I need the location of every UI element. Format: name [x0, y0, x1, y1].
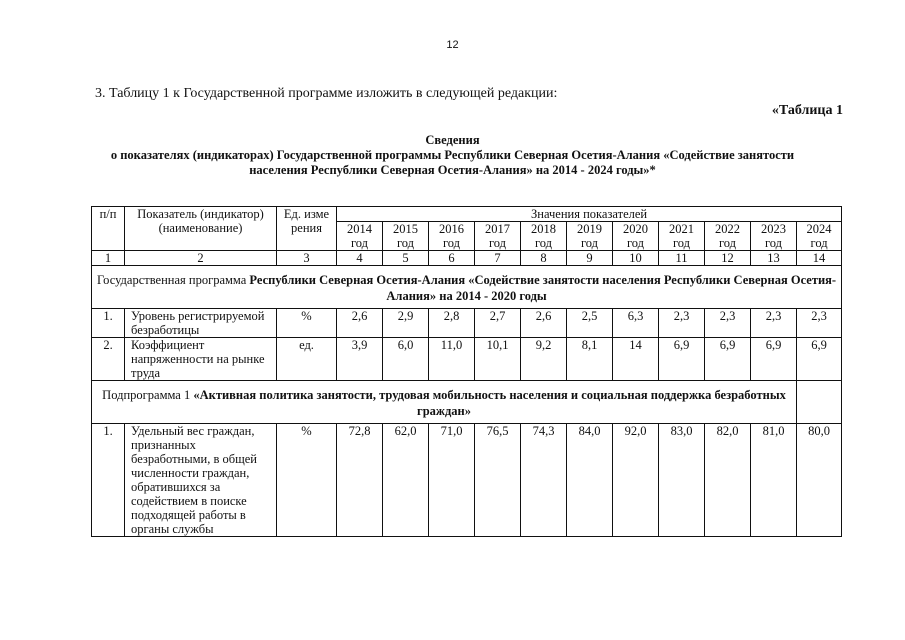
header-year-2021: [659, 222, 705, 251]
column-number: 10: [613, 251, 659, 266]
indicator-value: 92,0: [613, 424, 659, 537]
row-number: 1.: [92, 424, 125, 537]
header-year-2017: [475, 222, 521, 251]
indicator-value: 2,3: [659, 309, 705, 338]
section-subprogram-1: [92, 381, 797, 424]
indicator-value: 83,0: [659, 424, 705, 537]
indicator-value: 8,1: [567, 338, 613, 381]
year-suffix: год: [764, 236, 783, 250]
year-label: 2015: [393, 222, 418, 236]
year-suffix: год: [488, 236, 507, 250]
section-subprogram-1-row: [92, 381, 842, 424]
header-year-2016: [429, 222, 475, 251]
header-year-2022: [705, 222, 751, 251]
indicator-value: 14: [613, 338, 659, 381]
header-year-2024: [797, 222, 842, 251]
column-number: 14: [797, 251, 842, 266]
column-number: 7: [475, 251, 521, 266]
year-label: 2014: [347, 222, 372, 236]
indicator-row: [92, 338, 842, 381]
indicator-value: 2,8: [429, 309, 475, 338]
year-label: 2020: [623, 222, 648, 236]
column-number: 1: [92, 251, 125, 266]
column-number: 13: [751, 251, 797, 266]
indicator-value: 2,7: [475, 309, 521, 338]
year-label: 2017: [485, 222, 510, 236]
header-np: п/п: [92, 207, 125, 251]
header-row: [92, 207, 842, 222]
indicator-value: 2,3: [797, 309, 842, 338]
row-number: 1.: [92, 309, 125, 338]
indicator-row: [92, 309, 842, 338]
year-label: 2021: [669, 222, 694, 236]
indicator-value: 84,0: [567, 424, 613, 537]
section-title: Республики Северная Осетия-Алания «Содействие занятости населения Республики Северная Осетия-Алания» на 2014 - 2020 годы: [249, 273, 837, 303]
section-title: «Активная политика занятости, трудовая мобильность населения и социальная поддержка безработных граждан»: [193, 388, 786, 418]
page-number: 12: [446, 39, 459, 51]
indicator-name: Уровень регистрируемой безработицы: [125, 309, 277, 338]
year-label: 2024: [806, 222, 832, 236]
section-state-program: [92, 266, 842, 309]
indicator-value: 9,2: [521, 338, 567, 381]
column-number: 9: [567, 251, 613, 266]
column-number: 2: [125, 251, 277, 266]
indicator-name: Удельный вес граждан, признанных безработными, в общей численности граждан, обратившихся за содействием в поиске подходящей работы в органы службы: [125, 424, 277, 537]
year-label: 2016: [439, 222, 464, 236]
section-empty-cell: [797, 381, 842, 424]
indicator-value: 81,0: [751, 424, 797, 537]
indicator-value: 82,0: [705, 424, 751, 537]
indicator-value: 80,0: [797, 424, 842, 537]
year-label: 2019: [577, 222, 602, 236]
column-number: 12: [705, 251, 751, 266]
header-year-2023: [751, 222, 797, 251]
indicator-value: 6,9: [705, 338, 751, 381]
indicator-value: 6,0: [383, 338, 429, 381]
indicator-value: 11,0: [429, 338, 475, 381]
year-suffix: год: [534, 236, 553, 250]
year-suffix: год: [580, 236, 599, 250]
year-label: 2023: [761, 222, 786, 236]
table-heading: [60, 133, 845, 178]
year-suffix: год: [442, 236, 461, 250]
indicator-unit: ед.: [277, 338, 337, 381]
row-number: 2.: [92, 338, 125, 381]
indicator-value: 2,9: [383, 309, 429, 338]
header-year-2015: [383, 222, 429, 251]
section-prefix: Государственная программа: [97, 273, 250, 287]
heading-line-1: Сведения: [425, 133, 480, 147]
indicator-value: 6,3: [613, 309, 659, 338]
column-number: 4: [337, 251, 383, 266]
year-suffix: год: [718, 236, 737, 250]
indicator-value: 72,8: [337, 424, 383, 537]
header-indicator: Показатель (индикатор) (наименование): [125, 207, 277, 251]
heading-line-3: населения Республики Северная Осетия-Алания» на 2014 - 2024 годы»*: [249, 163, 656, 177]
heading-line-2: о показателях (индикаторах) Государственной программы Республики Северная Осетия-Алания «Содействие занятости: [110, 148, 795, 162]
indicator-value: 6,9: [659, 338, 705, 381]
indicator-value: 74,3: [521, 424, 567, 537]
indicator-value: 6,9: [751, 338, 797, 381]
indicator-unit: %: [277, 309, 337, 338]
header-year-2020: [613, 222, 659, 251]
year-suffix: год: [810, 236, 828, 250]
indicators-table: [91, 206, 842, 537]
indicator-value: 2,6: [521, 309, 567, 338]
year-suffix: год: [626, 236, 645, 250]
year-suffix: год: [396, 236, 415, 250]
indicator-unit: %: [277, 424, 337, 537]
year-suffix: год: [672, 236, 691, 250]
column-number: 5: [383, 251, 429, 266]
indicator-value: 2,3: [751, 309, 797, 338]
indicator-value: 6,9: [797, 338, 842, 381]
column-number: 11: [659, 251, 705, 266]
column-number: 8: [521, 251, 567, 266]
instruction-text: 3. Таблицу 1 к Государственной программе изложить в следующей редакции:: [95, 86, 558, 101]
indicator-value: 3,9: [337, 338, 383, 381]
header-year-2018: [521, 222, 567, 251]
indicator-value: 10,1: [475, 338, 521, 381]
indicator-value: 2,6: [337, 309, 383, 338]
header-year-2014: [337, 222, 383, 251]
indicator-row: [92, 424, 842, 537]
indicator-value: 2,5: [567, 309, 613, 338]
header-unit: Ед. измерения: [277, 207, 337, 251]
year-label: 2018: [531, 222, 556, 236]
section-state-program-row: [92, 266, 842, 309]
indicator-name: Коэффициент напряженности на рынке труда: [125, 338, 277, 381]
year-suffix: год: [350, 236, 369, 250]
table-label: «Таблица 1: [771, 103, 843, 118]
indicator-value: 71,0: [429, 424, 475, 537]
column-number-row: [92, 251, 842, 266]
column-number: 3: [277, 251, 337, 266]
indicator-value: 2,3: [705, 309, 751, 338]
indicator-value: 76,5: [475, 424, 521, 537]
section-prefix: Подпрограмма 1: [102, 388, 194, 402]
indicator-value: 62,0: [383, 424, 429, 537]
header-values: Значения показателей: [337, 207, 842, 222]
column-number: 6: [429, 251, 475, 266]
header-year-2019: [567, 222, 613, 251]
year-label: 2022: [715, 222, 740, 236]
